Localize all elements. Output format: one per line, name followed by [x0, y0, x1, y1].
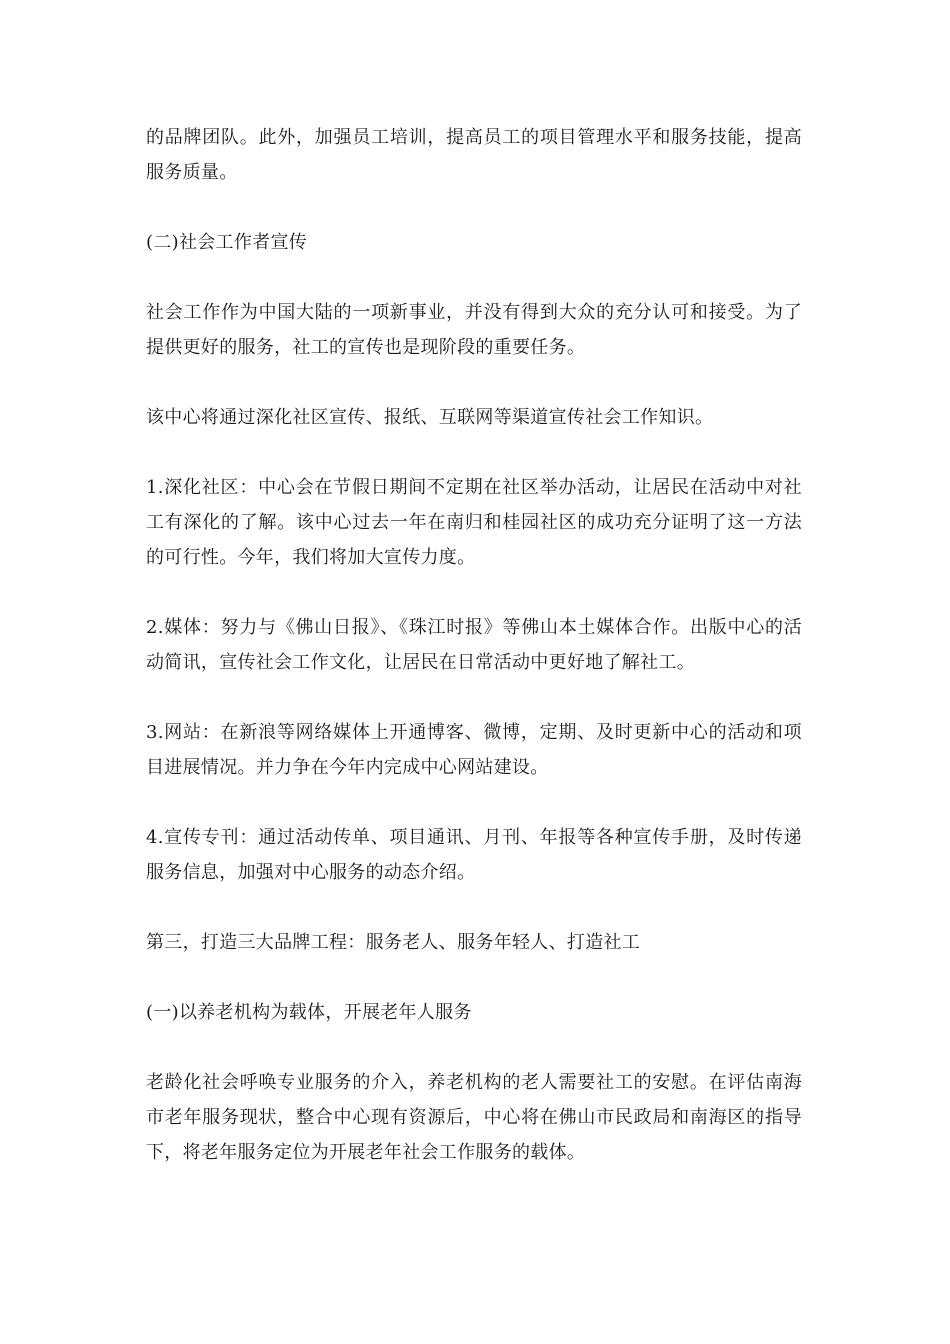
- paragraph-aging-society: 老龄化社会呼唤专业服务的介入，养老机构的老人需要社工的安慰。在评估南海市老年服务现状，整合中心现有资源后，中心将在佛山市民政局和南海区的指导下，将老年服务定位为开展老年社会工作服务的载体。: [146, 1072, 802, 1163]
- list-item-publications: 4.宣传专刊：通过活动传单、项目通讯、月刊、年报等各种宣传手册，及时传递服务信息，加强对中心服务的动态介绍。: [146, 827, 802, 883]
- list-item-website: 3.网站：在新浪等网络媒体上开通博客、微博，定期、及时更新中心的活动和项目进展情况。并力争在今年内完成中心网站建设。: [146, 722, 802, 778]
- section-heading-three-brand-projects: 第三，打造三大品牌工程：服务老人、服务年轻人、打造社工: [146, 932, 641, 953]
- section-heading-elderly-services: (一)以养老机构为载体，开展老年人服务: [146, 1002, 472, 1023]
- paragraph-social-work-recognition: 社会工作作为中国大陆的一项新事业，并没有得到大众的充分认可和接受。为了提供更好的服务，社工的宣传也是现阶段的重要任务。: [146, 302, 802, 358]
- paragraph-brand-team: 的品牌团队。此外，加强员工培训，提高员工的项目管理水平和服务技能，提高服务质量。: [146, 127, 802, 183]
- document-page: [146, 120, 802, 1205]
- list-item-media: 2.媒体：努力与《佛山日报》、《珠江时报》等佛山本土媒体合作。出版中心的活动简讯，宣传社会工作文化，让居民在日常活动中更好地了解社工。: [146, 617, 802, 673]
- list-item-community: 1.深化社区：中心会在节假日期间不定期在社区举办活动，让居民在活动中对社工有深化的了解。该中心过去一年在南归和桂园社区的成功充分证明了这一方法的可行性。今年，我们将加大宣传力度。: [146, 477, 802, 568]
- section-heading-social-worker-promotion: (二)社会工作者宣传: [146, 232, 308, 253]
- paragraph-promotion-channels: 该中心将通过深化社区宣传、报纸、互联网等渠道宣传社会工作知识。: [146, 407, 714, 428]
